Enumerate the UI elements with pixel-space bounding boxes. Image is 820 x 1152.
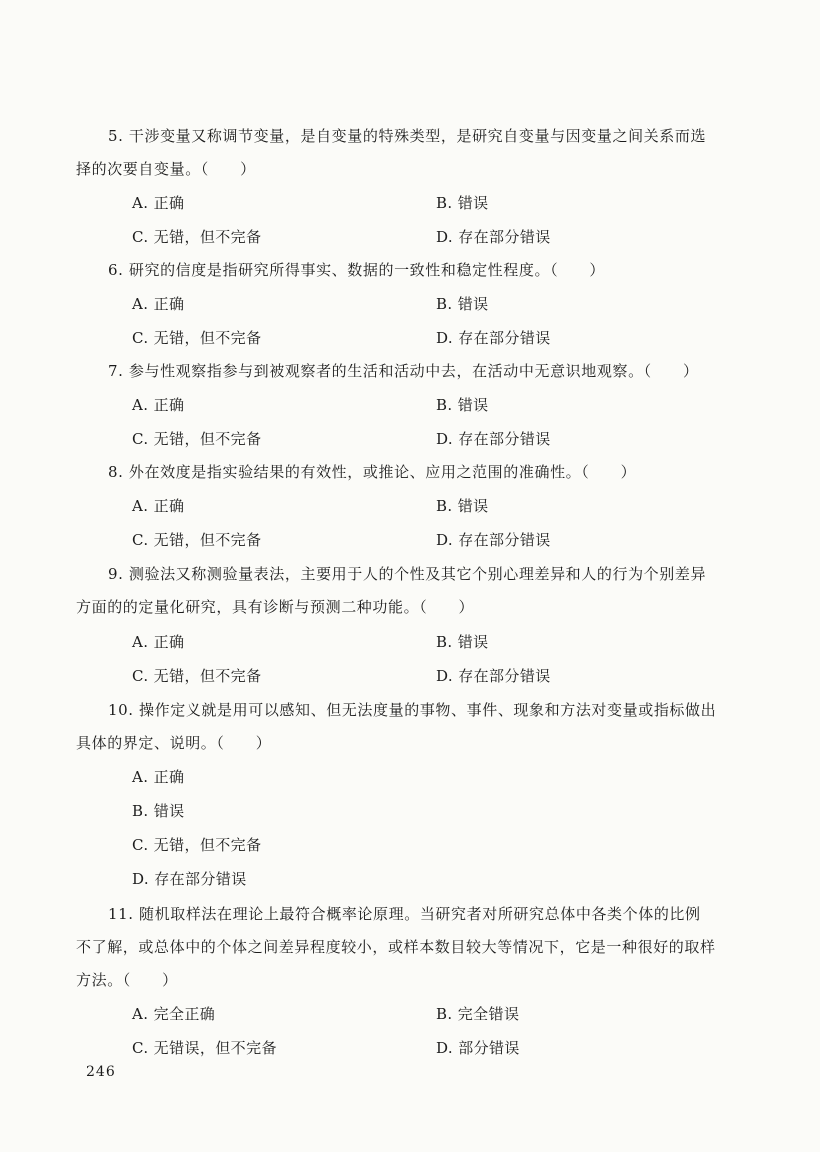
question-11-line-2: 不了解，或总体中的个体之间差异程度较小，或样本数目较大等情况下，它是一种很好的取样 <box>76 938 716 956</box>
question-8-option-c: C. 无错，但不完备 <box>132 531 262 549</box>
question-5-option-b: B. 错误 <box>436 194 489 212</box>
question-10-option-d: D. 存在部分错误 <box>132 870 247 888</box>
question-8-option-d: D. 存在部分错误 <box>436 531 551 549</box>
question-9-option-b: B. 错误 <box>436 633 489 651</box>
question-5-line-2: 择的次要自变量。（ ） <box>76 160 256 178</box>
question-10-option-b: B. 错误 <box>132 802 185 820</box>
question-7-line-1: 7. 参与性观察指参与到被观察者的生活和活动中去，在活动中无意识地观察。（ ） <box>108 362 699 380</box>
question-7-option-b: B. 错误 <box>436 396 489 414</box>
question-11-line-3: 方法。（ ） <box>76 971 178 989</box>
question-11-option-b: B. 完全错误 <box>436 1005 520 1023</box>
question-6-line-1: 6. 研究的信度是指研究所得事实、数据的一致性和稳定性程度。（ ） <box>108 261 605 279</box>
page-number: 246 <box>86 1064 116 1080</box>
question-6-option-a: A. 正确 <box>132 295 185 313</box>
question-9-option-c: C. 无错，但不完备 <box>132 667 262 685</box>
question-9-option-d: D. 存在部分错误 <box>436 667 551 685</box>
question-11-option-d: D. 部分错误 <box>436 1039 520 1057</box>
question-8-option-a: A. 正确 <box>132 497 185 515</box>
question-5-option-a: A. 正确 <box>132 194 185 212</box>
question-9-line-1: 9. 测验法又称测验量表法，主要用于人的个性及其它个别心理差异和人的行为个别差异 <box>108 565 707 583</box>
question-9-line-2: 方面的的定量化研究，具有诊断与预测二种功能。（ ） <box>76 598 475 616</box>
question-6-option-c: C. 无错，但不完备 <box>132 329 262 347</box>
question-7-option-d: D. 存在部分错误 <box>436 430 551 448</box>
question-11-option-c: C. 无错误，但不完备 <box>132 1039 277 1057</box>
question-11-option-a: A. 完全正确 <box>132 1005 216 1023</box>
question-10-option-a: A. 正确 <box>132 768 185 786</box>
question-8-option-b: B. 错误 <box>436 497 489 515</box>
question-9-option-a: A. 正确 <box>132 633 185 651</box>
question-10-option-c: C. 无错，但不完备 <box>132 836 262 854</box>
question-7-option-a: A. 正确 <box>132 396 185 414</box>
question-6-option-d: D. 存在部分错误 <box>436 329 551 347</box>
question-6-option-b: B. 错误 <box>436 295 489 313</box>
question-7-option-c: C. 无错，但不完备 <box>132 430 262 448</box>
question-8-line-1: 8. 外在效度是指实验结果的有效性，或推论、应用之范围的准确性。（ ） <box>108 463 637 481</box>
question-5-option-d: D. 存在部分错误 <box>436 228 551 246</box>
question-5-line-1: 5. 干涉变量又称调节变量，是自变量的特殊类型，是研究自变量与因变量之间关系而选 <box>108 127 707 145</box>
question-10-line-1: 10. 操作定义就是用可以感知、但无法度量的事物、事件、现象和方法对变量或指标做出 <box>108 701 717 719</box>
question-10-line-2: 具体的界定、说明。（ ） <box>76 734 272 752</box>
question-11-line-1: 11. 随机取样法在理论上最符合概率论原理。当研究者对所研究总体中各类个体的比例 <box>108 905 701 923</box>
question-5-option-c: C. 无错，但不完备 <box>132 228 262 246</box>
